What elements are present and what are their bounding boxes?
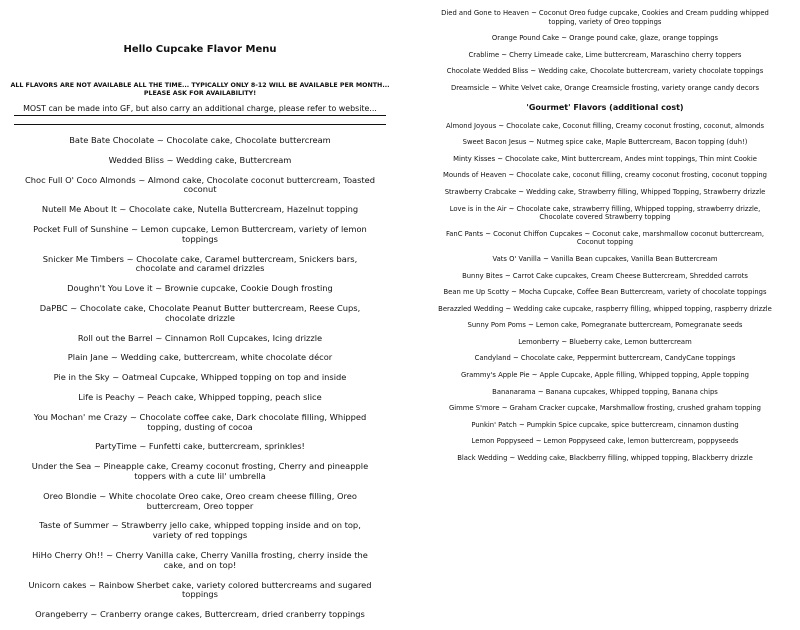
flavor-item: You Mochan' me Crazy ~ Chocolate coffee cake, Dark chocolate filling, Whipped topping, dusting of cocoa xyxy=(33,411,367,432)
flavor-item: Doughn't You Love it ~ Brownie cupcake, Cookie Dough frosting xyxy=(67,283,333,294)
flavor-item: Plain Jane ~ Wedding cake, buttercream, white chocolate décor xyxy=(67,352,333,363)
flavor-item: Bean me Up Scotty ~ Mocha Cupcake, Coffee Bean Buttercream, variety of chocolate toppings xyxy=(443,288,767,297)
flavor-item: Mounds of Heaven ~ Chocolate cake, coconut filling, creamy coconut frosting, coconut topping xyxy=(443,171,767,180)
flavor-item: Taste of Summer ~ Strawberry jello cake, whipped topping inside and on top, variety of red toppings xyxy=(39,520,361,541)
flavor-item: Sunny Pom Poms ~ Lemon cake, Pomegranate buttercream, Pomegranate seeds xyxy=(467,321,743,330)
flavor-item: Choc Full O' Coco Almonds ~ Almond cake, Chocolate coconut buttercream, Toasted coconut xyxy=(24,174,376,195)
right-column xyxy=(430,0,780,471)
flavor-item: Dreamsicle ~ White Velvet cake, Orange Creamsicle frosting, variety orange candy decors xyxy=(450,83,760,92)
flavor-item: HiHo Cherry Oh!! ~ Cherry Vanilla cake, Cherry Vanilla frosting, cherry inside the cake, and on top! xyxy=(32,549,368,570)
flavor-item: PartyTime ~ Funfetti cake, buttercream, sprinkles! xyxy=(95,441,305,452)
flavor-item: DaPBC ~ Chocolate cake, Chocolate Peanut Butter buttercream, Reese Cups, chocolate drizzle xyxy=(39,302,361,323)
flavor-item: Chocolate Wedded Bliss ~ Wedding cake, Chocolate buttercream, variety chocolate toppings xyxy=(446,67,764,76)
flavor-item: Grammy's Apple Pie ~ Apple Cupcake, Apple filling, Whipped topping, Apple topping xyxy=(461,371,749,380)
left-column xyxy=(10,0,390,630)
flavor-item: Bunny Bites ~ Carrot Cake cupcakes, Cream Cheese Buttercream, Shredded carrots xyxy=(462,271,748,280)
menu-title: Hello Cupcake Flavor Menu xyxy=(123,44,277,55)
flavor-item: Pocket Full of Sunshine ~ Lemon cupcake, Lemon Buttercream, variety of lemon toppings xyxy=(33,223,367,244)
flavor-item: Almond Joyous ~ Chocolate cake, Coconut filling, Creamy coconut frosting, coconut, almonds xyxy=(445,121,765,130)
flavor-item: Snicker Me Timbers ~ Chocolate cake, Caramel buttercream, Snickers bars, chocolate and caramel drizzles xyxy=(42,253,358,274)
gourmet-flavor-list xyxy=(430,122,780,463)
divider-bottom xyxy=(14,124,386,125)
flavor-item: Black Wedding ~ Wedding cake, Blackberry filling, whipped topping, Blackberry drizzle xyxy=(457,454,753,463)
flavor-item: Candyland ~ Chocolate cake, Peppermint buttercream, CandyCane toppings xyxy=(474,354,736,363)
divider-top xyxy=(14,115,386,116)
flavor-item: Strawberry Crabcake ~ Wedding cake, Strawberry filling, Whipped Topping, Strawberry drizzle xyxy=(444,187,766,196)
flavor-item: Unicorn cakes ~ Rainbow Sherbet cake, variety colored buttercreams and sugared toppings xyxy=(28,579,372,600)
flavor-item: Nutell Me About It ~ Chocolate cake, Nutella Buttercream, Hazelnut topping xyxy=(41,204,359,215)
flavor-item: Crablime ~ Cherry Limeade cake, Lime buttercream, Maraschino cherry toppers xyxy=(468,50,742,59)
flavor-item: Love is in the Air ~ Chocolate cake, strawberry filling, Whipped topping, strawberry drizzle, Chocolate covered Strawberry topping xyxy=(449,204,761,222)
flavor-item: FanC Pants ~ Coconut Chiffon Cupcakes ~ Coconut cake, marshmallow coconut buttercream, Coconut topping xyxy=(445,229,765,247)
flavor-item: Roll out the Barrel ~ Cinnamon Roll Cupcakes, Icing drizzle xyxy=(77,332,323,343)
standard-flavor-list-continued xyxy=(430,9,780,93)
flavor-item: Bananarama ~ Banana cupcakes, Whipped topping, Banana chips xyxy=(492,387,718,396)
flavor-item: Died and Gone to Heaven ~ Coconut Oreo fudge cupcake, Cookies and Cream pudding whipped topping, variety of Oreo toppings xyxy=(441,9,769,26)
flavor-item: Bate Bate Chocolate ~ Chocolate cake, Chocolate buttercream xyxy=(69,135,331,145)
flavor-item: Life is Peachy ~ Peach cake, Whipped topping, peach slice xyxy=(78,391,322,402)
flavor-item: Punkin' Patch ~ Pumpkin Spice cupcake, spice buttercream, cinnamon dusting xyxy=(471,420,739,429)
flavor-item: Orange Pound Cake ~ Orange pound cake, glaze, orange toppings xyxy=(491,34,719,43)
flavor-item: Vats O' Vanilla ~ Vanilla Bean cupcakes, Vanilla Bean Buttercream xyxy=(492,254,718,263)
flavor-item: Minty Kisses ~ Chocolate cake, Mint buttercream, Andes mint toppings, Thin mint Cookie xyxy=(453,154,757,163)
standard-flavor-list xyxy=(10,136,390,620)
flavor-item: Gimme S'more ~ Graham Cracker cupcake, Marshmallow frosting, crushed graham topping xyxy=(449,404,761,413)
flavor-item: Oreo Blondie ~ White chocolate Oreo cake, Oreo cream cheese filling, Oreo buttercream, Oreo topper xyxy=(43,490,357,511)
gourmet-heading: 'Gourmet' Flavors (additional cost) xyxy=(526,102,684,112)
flavor-item: Sweet Bacon Jesus ~ Nutmeg spice cake, Maple Buttercream, Bacon topping (duh!) xyxy=(462,138,748,147)
flavor-item: Lemon Poppyseed ~ Lemon Poppyseed cake, lemon buttercream, poppyseeds xyxy=(471,437,739,446)
flavor-item: Wedded Bliss ~ Wedding cake, Buttercream xyxy=(108,154,292,165)
flavor-item: Pie in the Sky ~ Oatmeal Cupcake, Whipped topping on top and inside xyxy=(53,372,347,383)
availability-notice: ALL FLAVORS ARE NOT AVAILABLE ALL THE TIME... TYPICALLY ONLY 8-12 WILL BE AVAILABLE PER MONTH... PLEASE ASK FOR AVAILABILITY! xyxy=(10,82,390,97)
flavor-item: Lemonberry ~ Blueberry cake, Lemon buttercream xyxy=(518,337,692,346)
gf-note: MOST can be made into GF, but also carry an additional charge, please refer to website... xyxy=(23,104,377,113)
flavor-item: Under the Sea ~ Pineapple cake, Creamy coconut frosting, Cherry and pineapple toppers with a cute lil' umbrella xyxy=(31,461,369,481)
flavor-item: Berazzled Wedding ~ Wedding cake cupcake, raspberry filling, whipped topping, raspberry drizzle xyxy=(438,304,772,313)
flavor-item: Orangeberry ~ Cranberry orange cakes, Buttercream, dried cranberry toppings xyxy=(35,609,365,620)
